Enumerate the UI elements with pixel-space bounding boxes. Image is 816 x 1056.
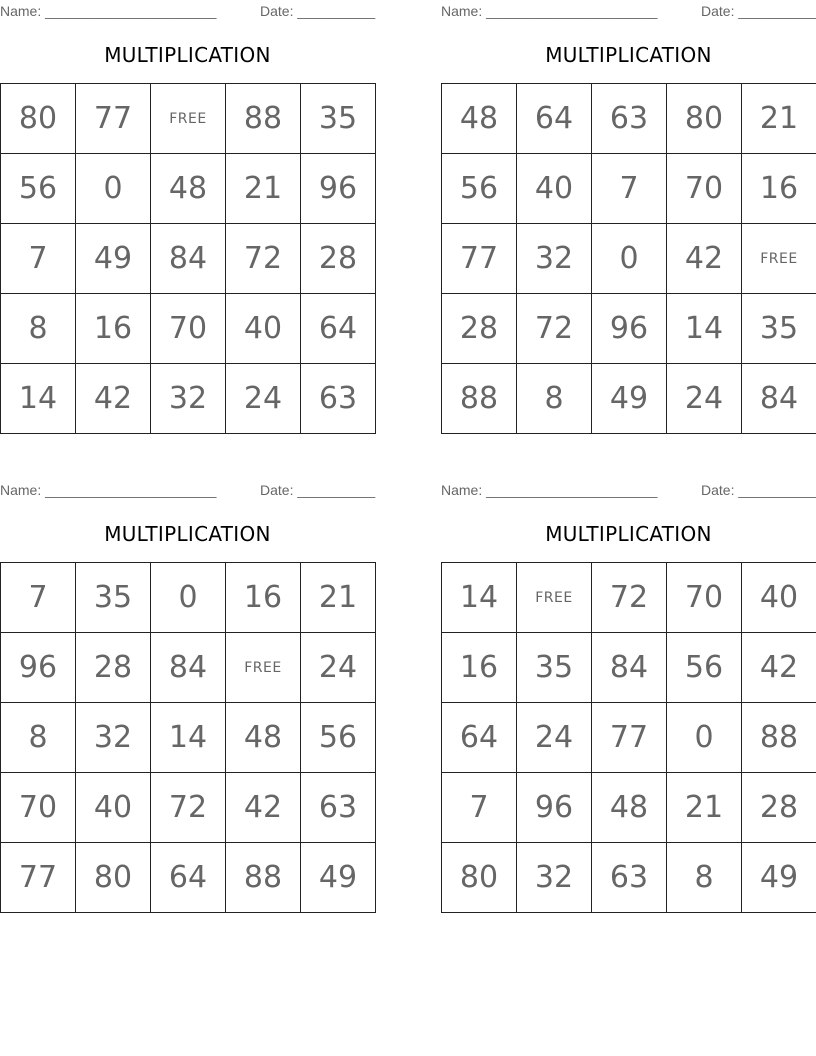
grid-row xyxy=(442,843,816,913)
number-cell: 21 xyxy=(742,84,816,154)
number-cell: 8 xyxy=(517,364,592,434)
number-cell: 48 xyxy=(226,703,301,773)
number-cell: 7 xyxy=(1,224,76,294)
number-cell: 56 xyxy=(301,703,376,773)
grid-row xyxy=(1,364,376,434)
number-cell: 28 xyxy=(76,633,151,703)
grid-row xyxy=(1,294,376,364)
number-cell: 88 xyxy=(226,84,301,154)
grid-row xyxy=(1,563,376,633)
number-cell: 14 xyxy=(1,364,76,434)
number-cell: 84 xyxy=(592,633,667,703)
number-cell: 21 xyxy=(301,563,376,633)
number-cell: 35 xyxy=(517,633,592,703)
number-cell: 80 xyxy=(667,84,742,154)
grid-row xyxy=(1,773,376,843)
number-cell: 35 xyxy=(301,84,376,154)
date-field-label: Date: __________ xyxy=(260,3,376,19)
grid-row xyxy=(1,633,376,703)
number-cell: 7 xyxy=(1,563,76,633)
number-cell: 32 xyxy=(151,364,226,434)
number-cell: 80 xyxy=(1,84,76,154)
free-space-cell: FREE xyxy=(151,84,226,154)
number-cell: 32 xyxy=(76,703,151,773)
number-cell: 42 xyxy=(76,364,151,434)
number-cell: 7 xyxy=(442,773,517,843)
name-field-label: Name: ______________________ xyxy=(0,482,217,498)
number-cell: 70 xyxy=(667,563,742,633)
number-cell: 0 xyxy=(592,224,667,294)
number-cell: 64 xyxy=(301,294,376,364)
grid-row xyxy=(442,703,816,773)
number-cell: 21 xyxy=(667,773,742,843)
number-cell: 64 xyxy=(442,703,517,773)
date-field-label: Date: __________ xyxy=(701,3,816,19)
number-cell: 32 xyxy=(517,224,592,294)
number-cell: 40 xyxy=(742,563,816,633)
number-cell: 80 xyxy=(76,843,151,913)
number-cell: 21 xyxy=(226,154,301,224)
number-cell: 72 xyxy=(151,773,226,843)
grid-row xyxy=(442,563,816,633)
number-cell: 42 xyxy=(667,224,742,294)
number-cell: 16 xyxy=(742,154,816,224)
number-cell: 77 xyxy=(592,703,667,773)
grid-row xyxy=(442,364,816,434)
bingo-card xyxy=(441,479,816,914)
number-cell: 88 xyxy=(442,364,517,434)
number-cell: 49 xyxy=(301,843,376,913)
grid-row xyxy=(1,703,376,773)
number-cell: 0 xyxy=(76,154,151,224)
grid-row xyxy=(1,843,376,913)
bingo-card xyxy=(441,0,816,435)
number-cell: 72 xyxy=(592,563,667,633)
bingo-grid xyxy=(0,562,376,913)
number-cell: 48 xyxy=(592,773,667,843)
grid-row xyxy=(442,84,816,154)
number-cell: 8 xyxy=(1,294,76,364)
number-cell: 77 xyxy=(442,224,517,294)
number-cell: 56 xyxy=(442,154,517,224)
number-cell: 63 xyxy=(301,773,376,843)
number-cell: 24 xyxy=(301,633,376,703)
number-cell: 0 xyxy=(151,563,226,633)
number-cell: 70 xyxy=(151,294,226,364)
card-title: MULTIPLICATION xyxy=(545,522,712,546)
number-cell: 14 xyxy=(151,703,226,773)
number-cell: 96 xyxy=(592,294,667,364)
number-cell: 7 xyxy=(592,154,667,224)
number-cell: 28 xyxy=(742,773,816,843)
bingo-card xyxy=(0,0,375,435)
number-cell: 96 xyxy=(301,154,376,224)
number-cell: 84 xyxy=(151,633,226,703)
number-cell: 63 xyxy=(592,843,667,913)
bingo-grid xyxy=(441,83,816,434)
number-cell: 42 xyxy=(742,633,816,703)
number-cell: 70 xyxy=(667,154,742,224)
number-cell: 24 xyxy=(667,364,742,434)
number-cell: 49 xyxy=(742,843,816,913)
grid-row xyxy=(1,224,376,294)
name-field-label: Name: ______________________ xyxy=(441,482,658,498)
number-cell: 40 xyxy=(517,154,592,224)
number-cell: 35 xyxy=(742,294,816,364)
number-cell: 16 xyxy=(226,563,301,633)
number-cell: 88 xyxy=(742,703,816,773)
number-cell: 32 xyxy=(517,843,592,913)
number-cell: 88 xyxy=(226,843,301,913)
card-title: MULTIPLICATION xyxy=(545,43,712,67)
number-cell: 8 xyxy=(667,843,742,913)
number-cell: 80 xyxy=(442,843,517,913)
date-field-label: Date: __________ xyxy=(260,482,376,498)
grid-row xyxy=(1,154,376,224)
number-cell: 48 xyxy=(151,154,226,224)
number-cell: 14 xyxy=(442,563,517,633)
number-cell: 0 xyxy=(667,703,742,773)
number-cell: 16 xyxy=(442,633,517,703)
number-cell: 77 xyxy=(1,843,76,913)
number-cell: 49 xyxy=(592,364,667,434)
number-cell: 14 xyxy=(667,294,742,364)
bingo-grid xyxy=(441,562,816,913)
bingo-card xyxy=(0,479,375,914)
number-cell: 56 xyxy=(667,633,742,703)
number-cell: 72 xyxy=(517,294,592,364)
number-cell: 64 xyxy=(151,843,226,913)
number-cell: 84 xyxy=(742,364,816,434)
card-title: MULTIPLICATION xyxy=(104,522,271,546)
grid-row xyxy=(442,633,816,703)
number-cell: 42 xyxy=(226,773,301,843)
bingo-grid xyxy=(0,83,376,434)
number-cell: 63 xyxy=(301,364,376,434)
number-cell: 96 xyxy=(1,633,76,703)
number-cell: 24 xyxy=(517,703,592,773)
number-cell: 84 xyxy=(151,224,226,294)
number-cell: 35 xyxy=(76,563,151,633)
number-cell: 70 xyxy=(1,773,76,843)
number-cell: 96 xyxy=(517,773,592,843)
number-cell: 72 xyxy=(226,224,301,294)
number-cell: 40 xyxy=(76,773,151,843)
number-cell: 40 xyxy=(226,294,301,364)
number-cell: 28 xyxy=(442,294,517,364)
free-space-cell: FREE xyxy=(742,224,816,294)
number-cell: 28 xyxy=(301,224,376,294)
name-field-label: Name: ______________________ xyxy=(0,3,217,19)
number-cell: 64 xyxy=(517,84,592,154)
date-field-label: Date: __________ xyxy=(701,482,816,498)
free-space-cell: FREE xyxy=(226,633,301,703)
number-cell: 24 xyxy=(226,364,301,434)
number-cell: 16 xyxy=(76,294,151,364)
card-title: MULTIPLICATION xyxy=(104,43,271,67)
grid-row xyxy=(442,154,816,224)
name-field-label: Name: ______________________ xyxy=(441,3,658,19)
grid-row xyxy=(1,84,376,154)
number-cell: 49 xyxy=(76,224,151,294)
grid-row xyxy=(442,773,816,843)
free-space-cell: FREE xyxy=(517,563,592,633)
number-cell: 77 xyxy=(76,84,151,154)
number-cell: 63 xyxy=(592,84,667,154)
number-cell: 56 xyxy=(1,154,76,224)
number-cell: 48 xyxy=(442,84,517,154)
grid-row xyxy=(442,224,816,294)
grid-row xyxy=(442,294,816,364)
number-cell: 8 xyxy=(1,703,76,773)
